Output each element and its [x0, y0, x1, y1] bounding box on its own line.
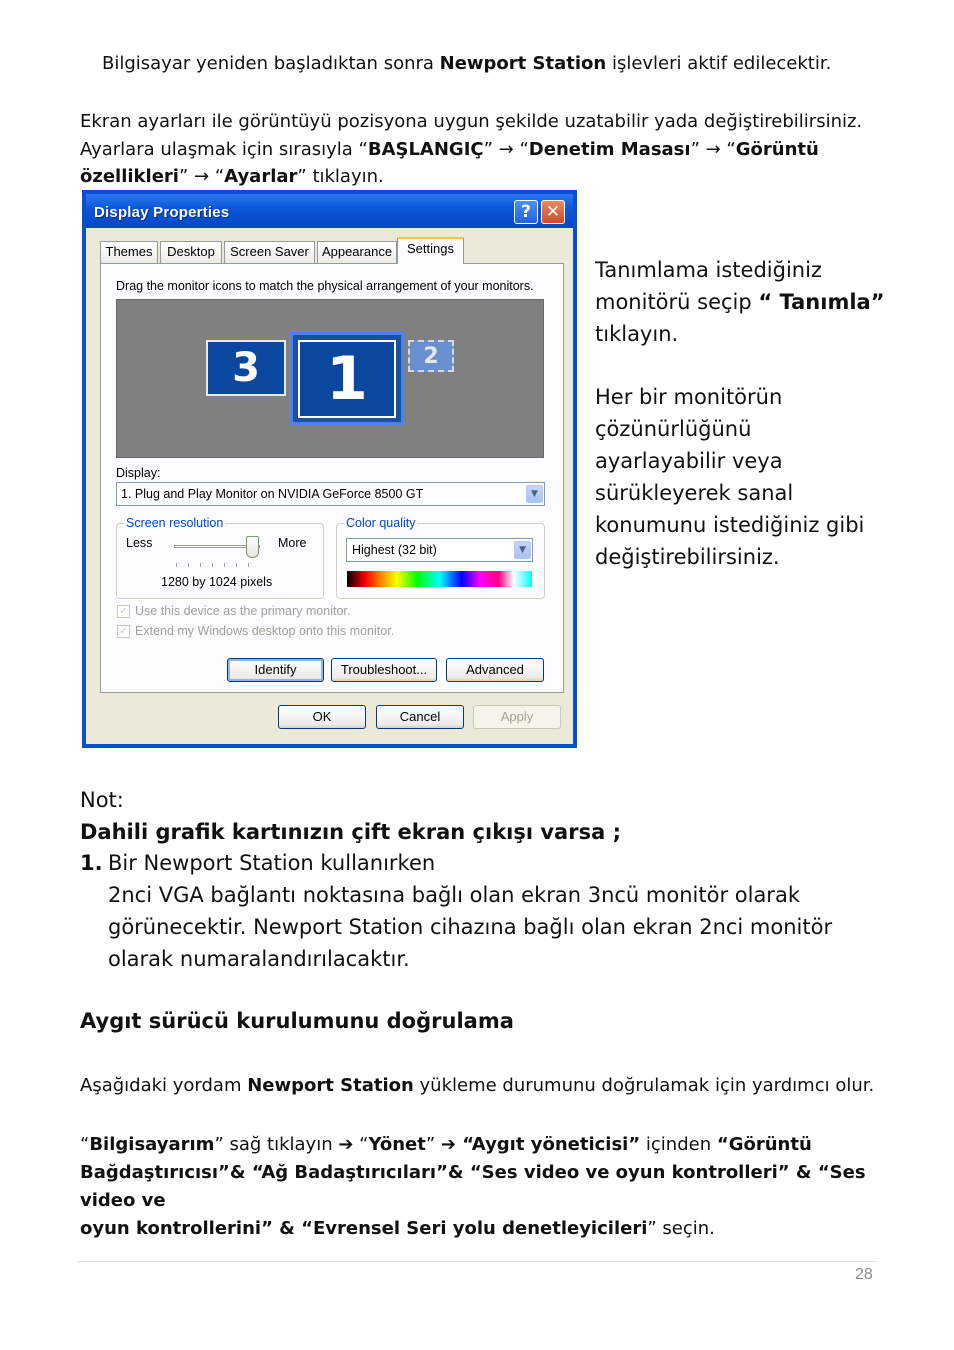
chevron-down-icon[interactable]: ▼: [514, 541, 531, 559]
settings-paragraph-line1: Ekran ayarları ile görüntüyü pozisyona uygun şekilde uzatabilir yada değiştirebilirsiniz.: [80, 111, 863, 132]
tab-screen-saver[interactable]: Screen Saver: [224, 241, 315, 263]
apply-button[interactable]: Apply: [473, 705, 561, 729]
extend-desktop-label: Extend my Windows desktop onto this monitor.: [135, 624, 395, 638]
note-item-number: 1.: [80, 851, 103, 875]
footer-rule: [78, 1261, 876, 1262]
ok-button[interactable]: OK: [278, 705, 366, 729]
display-select-value: 1. Plug and Play Monitor on NVIDIA GeForce 8500 GT: [121, 487, 424, 501]
settings-paragraph-line2: Ayarlara ulaşmak için sırasıyla “BAŞLANGIÇ” → “Denetim Masası” → “Görüntü: [80, 139, 819, 160]
troubleshoot-button[interactable]: Troubleshoot...: [331, 658, 437, 682]
resolution-slider-ticks: [176, 563, 260, 567]
monitor-1-icon[interactable]: 1: [290, 332, 404, 425]
color-spectrum-bar: [347, 571, 532, 587]
display-select[interactable]: [116, 482, 545, 506]
color-quality-select[interactable]: [346, 538, 533, 562]
close-button[interactable]: [541, 200, 565, 224]
color-quality-value: Highest (32 bit): [352, 543, 437, 557]
note-label: Not:: [80, 788, 124, 812]
tab-themes[interactable]: Themes: [100, 241, 158, 263]
note-item-text: Bir Newport Station kullanırken 2nci VGA bağlantı noktasına bağlı olan ekran 3ncü monitör olarak görünecektir. Newport Station cihazına bağlı olan ekran 2nci monitör olarak numaralandırılacaktır.: [108, 851, 833, 971]
intro-line: Bilgisayar yeniden başladıktan sonra Newport Station işlevleri aktif edilecektir.: [102, 53, 832, 74]
monitor-instruction: Drag the monitor icons to match the physical arrangement of your monitors.: [116, 279, 534, 293]
verify-paragraph2: “Bilgisayarım” sağ tıklayın ➔ “Yönet” ➔ “Aygıt yöneticisi” içinden “Görüntü Bağdaştırıcısı”& “Ağ Badaştırıcıları”& “Ses video ve oyun kontrolleri” & “Ses video ve oyun kontrollerini” & “Evrensel Seri yolu denetleyicileri” seçin.: [80, 1134, 866, 1239]
tab-settings[interactable]: Settings: [397, 237, 464, 264]
chevron-down-icon[interactable]: ▼: [526, 485, 543, 503]
arrow-icon: ➔: [440, 1134, 456, 1155]
dialog-title: Display Properties: [94, 204, 230, 221]
screen-resolution-label: Screen resolution: [126, 516, 224, 530]
display-label: Display:: [116, 466, 161, 480]
resolution-value: 1280 by 1024 pixels: [161, 575, 273, 589]
help-button[interactable]: ?: [514, 200, 538, 224]
color-quality-label: Color quality: [346, 516, 416, 530]
primary-monitor-checkbox[interactable]: ✓: [117, 605, 130, 618]
cancel-button[interactable]: Cancel: [376, 705, 464, 729]
note-heading: Dahili grafik kartınızın çift ekran çıkışı varsa ;: [80, 820, 621, 844]
resolution-slider-thumb[interactable]: [246, 536, 259, 558]
advanced-button[interactable]: Advanced: [446, 658, 544, 682]
side-explanation: Tanımlama istediğiniz monitörü seçip “ Tanımla” tıklayın. Her bir monitörün çözünürlüğünü ayarlayabilir veya sürükleyerek sanal konumunu istediğiniz gibi değiştirebilirsiniz.: [595, 258, 885, 569]
page-number: 28: [855, 1266, 873, 1283]
dialog-frame-bottom: [82, 744, 577, 748]
arrow-icon: ➔: [338, 1134, 354, 1155]
resolution-less-label: Less: [126, 536, 153, 550]
primary-monitor-label: Use this device as the primary monitor.: [135, 604, 351, 618]
close-icon: ✕: [545, 202, 561, 222]
verify-paragraph1: Aşağıdaki yordam Newport Station yükleme durumunu doğrulamak için yardımcı olur.: [80, 1075, 875, 1096]
monitor-2-icon[interactable]: 2: [408, 340, 454, 372]
extend-desktop-checkbox[interactable]: ✓: [117, 625, 130, 638]
verify-heading: Aygıt sürücü kurulumunu doğrulama: [80, 1009, 514, 1033]
monitor-3-icon[interactable]: 3: [206, 340, 286, 396]
tab-appearance[interactable]: Appearance: [317, 241, 397, 263]
tab-desktop[interactable]: Desktop: [160, 241, 222, 263]
settings-paragraph-line3: özellikleri” → “Ayarlar” tıklayın.: [80, 166, 384, 187]
resolution-more-label: More: [278, 536, 307, 550]
identify-button[interactable]: Identify: [227, 658, 324, 682]
